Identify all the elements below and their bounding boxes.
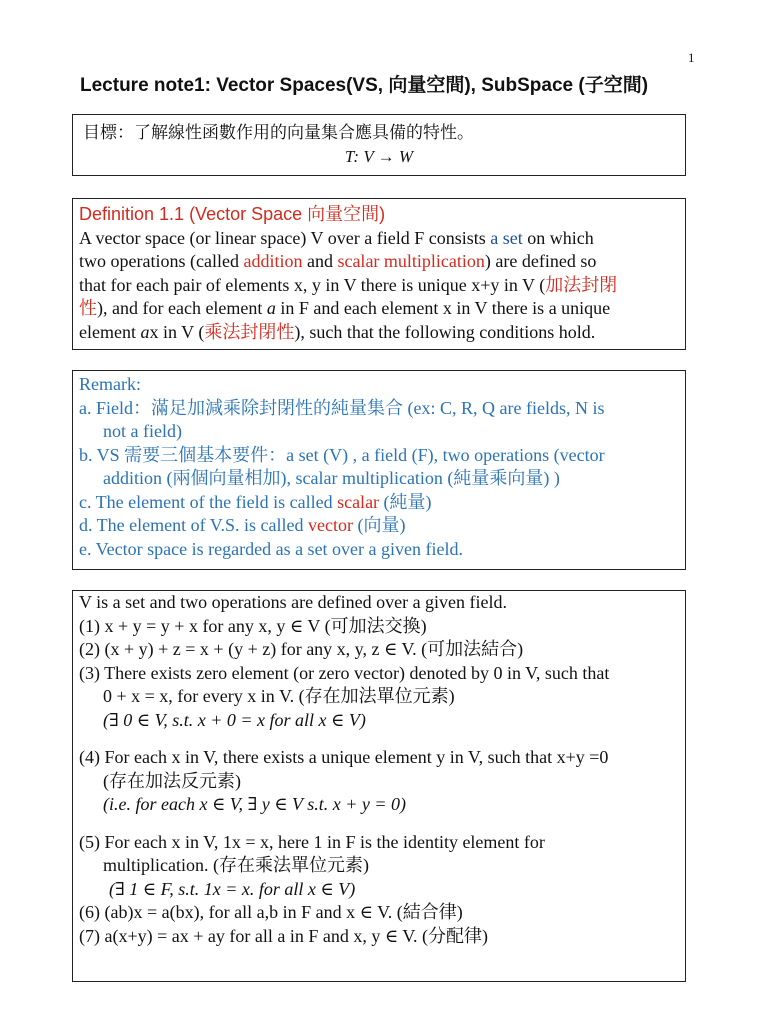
objective-formula: T: V → W: [344, 147, 414, 166]
remark-text: (向量): [352, 515, 406, 535]
axiom-6: (6) (ab)x = a(bx), for all a,b in F and x ∈ V. (結合律): [79, 902, 463, 922]
remark-item-e: e. Vector space is regarded as a set over a given field.: [79, 538, 464, 559]
axioms-box: [72, 590, 686, 982]
axiom-5-cont: multiplication. (存在乘法單位元素): [103, 855, 369, 875]
definition-line-4: [79, 297, 679, 321]
axiom-7: (7) a(x+y) = ax + ay for all a in F and x, y ∈ V. (分配律): [79, 925, 489, 946]
spacer: [79, 732, 679, 746]
axiom-3: (3) There exists zero element (or zero vector) denoted by 0 in V, such that: [79, 662, 610, 683]
axiom-4: (4) For each x in V, there exists a unique element y in V, such that x+y =0: [79, 747, 609, 767]
spacer: [79, 817, 679, 831]
remark-scalar-term: scalar: [337, 491, 380, 512]
remark-box: [72, 370, 686, 570]
remark-item-a-cont: not a field): [103, 421, 182, 441]
definition-text: x in V (: [149, 321, 205, 342]
definition-line-1: [79, 227, 679, 251]
objective-text: 目標：了解線性函數作用的向量集合應具備的特性。: [83, 123, 474, 142]
axiom-2: (2) (x + y) + z = x + (y + z) for any x, y, z ∈ V. (可加法結合): [79, 639, 524, 659]
definition-heading: Definition 1.1 (Vector Space 向量空間): [79, 204, 386, 224]
definition-text: and: [302, 251, 338, 271]
axiom-5-formula: (∃ 1 ∈ F, s.t. 1x = x. for all x ∈ V): [109, 878, 356, 899]
definition-text: that for each pair of elements x, y in V there is unique x+y in V (: [79, 274, 546, 295]
definition-closure-term: 加法封閉: [545, 274, 618, 295]
definition-text: ), and for each element: [97, 298, 267, 318]
definition-text: A vector space (or linear space) V over a field F consists: [79, 227, 491, 248]
axiom-4-cont: (存在加法反元素): [103, 770, 241, 791]
remark-text: (純量): [379, 491, 432, 512]
remark-item-b: b. VS 需要三個基本要件：a set (V) , a field (F), two operations (vector: [79, 444, 605, 465]
definition-line-3: [79, 274, 679, 298]
page-number: 1: [688, 50, 695, 65]
remark-text: c. The element of the field is called: [79, 491, 338, 512]
objective-box: [72, 114, 686, 176]
definition-line-2: [79, 250, 679, 274]
axiom-1: (1) x + y = y + x for any x, y ∈ V (可加法交換): [79, 615, 427, 636]
definition-text: in F and each element x in V there is a unique: [275, 298, 611, 318]
axiom-4-formula: (i.e. for each x ∈ V, ∃ y ∈ V s.t. x + y = 0): [103, 794, 406, 814]
definition-scalar-symbol: a: [140, 321, 150, 342]
definition-text: two operations (called: [79, 251, 244, 271]
definition-closure-term: 性: [79, 298, 97, 318]
definition-closure-term: 乘法封閉性: [204, 321, 295, 342]
remark-text: d. The element of V.S. is called: [79, 515, 308, 535]
definition-set-term: a set: [490, 227, 523, 248]
axiom-3-formula: (∃ 0 ∈ V, s.t. x + 0 = x for all x ∈ V): [103, 709, 366, 730]
definition-text: on which: [522, 227, 594, 248]
axiom-5: (5) For each x in V, 1x = x, here 1 in F is the identity element for: [79, 831, 545, 852]
remark-item-c: [79, 491, 679, 515]
definition-box: [72, 198, 686, 350]
remark-item-d: [79, 514, 679, 538]
page-title: Lecture note1: Vector Spaces(VS, 向量空間), SubSpace (子空間): [80, 75, 649, 96]
definition-text: ), such that the following conditions hold.: [294, 321, 596, 342]
remark-item-a: a. Field：滿足加減乘除封閉性的純量集合 (ex: C, R, Q are fields, N is: [79, 397, 605, 418]
remark-vector-term: vector: [307, 515, 353, 535]
definition-addition-term: addition: [243, 251, 303, 271]
remark-item-b-cont: addition (兩個向量相加), scalar multiplication (純量乘向量) ): [103, 468, 560, 488]
axioms-intro: V is a set and two operations are defined over a given field.: [79, 592, 508, 612]
definition-text: element: [79, 321, 141, 342]
definition-text: ) are defined so: [484, 251, 597, 271]
remark-heading: Remark:: [79, 374, 141, 394]
axiom-3-cont: 0 + x = x, for every x in V. (存在加法單位元素): [103, 686, 455, 706]
definition-scalar-symbol: a: [266, 298, 276, 318]
definition-line-5: [79, 321, 679, 345]
definition-scalar-mult-term: scalar multiplication: [337, 251, 485, 271]
